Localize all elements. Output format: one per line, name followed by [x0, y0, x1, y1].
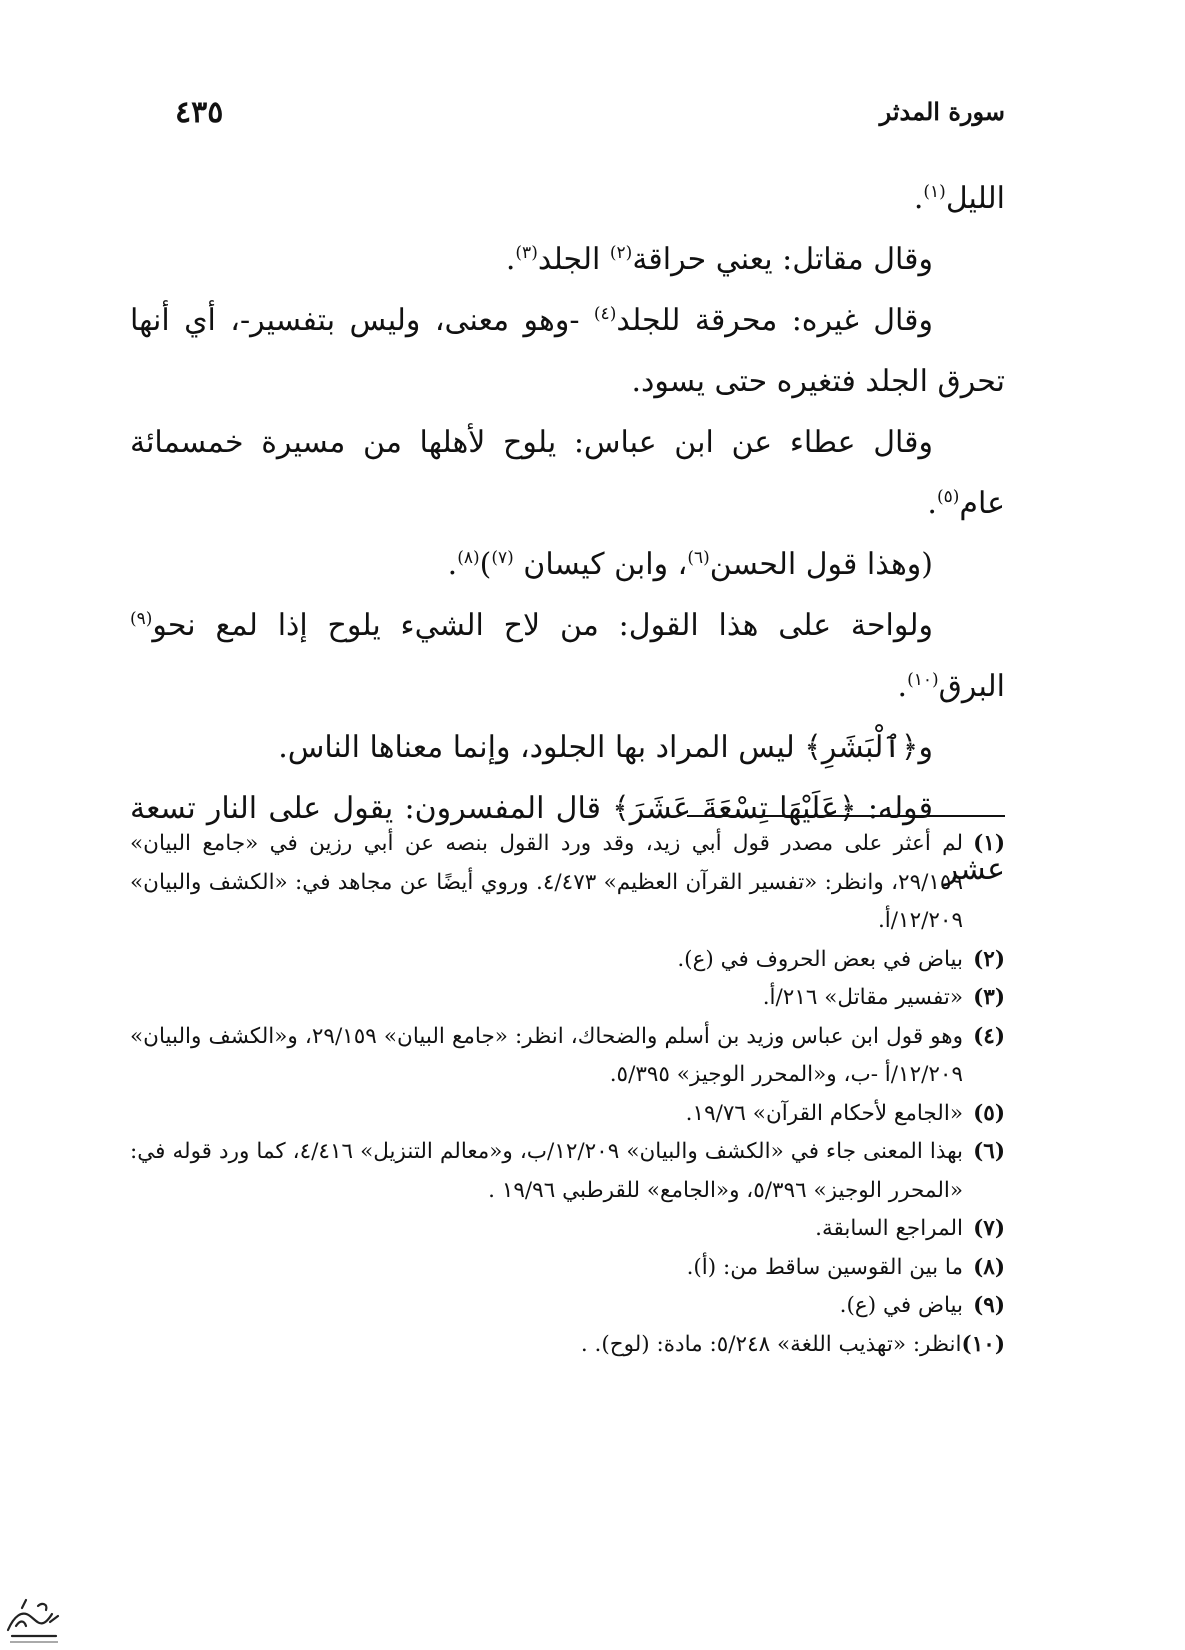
footnote-2: (٢) بياض في بعض الحروف في (ع).: [677, 946, 1005, 972]
footnote-ref: (٤): [593, 304, 617, 324]
footnote-7: (٧) المراجع السابقة.: [815, 1216, 1005, 1241]
footnote-ref: (٢): [609, 243, 633, 263]
footnote-8: (٨) ما بين القوسين ساقط من: (أ).: [686, 1254, 1005, 1280]
paragraph-4: وقال عطاء عن ابن عباس: يلوح لأهلها من مسيرة خمسمائة عام$^{(٥)}$.: [130, 425, 1005, 521]
paragraph-1: الليل$^{(١)}$.: [913, 181, 1005, 216]
page-number: ٤٣٥: [175, 95, 224, 130]
footnote-ref: (١٠): [907, 670, 939, 690]
footnote-ref: (٨): [457, 548, 480, 568]
footnote-ref: (١): [923, 182, 946, 202]
footnote-4: (٤) وهو قول ابن عباس وزيد بن أسلم والضحاك، انظر: «جامع البيان» ٢٩/١٥٩، و«الكشف والبيان» ١٢/٢٠٩/أ -ب، و«المحرر الوجيز» ٥/٣٩٥.: [130, 1023, 1005, 1087]
paragraph-7: و﴿ٱلْبَشَرِ﴾ ليس المراد بها الجلود، وإنما معناها الناس.: [278, 730, 933, 765]
footnote-6: (٦) بهذا المعنى جاء في «الكشف والبيان» ١٢/٢٠٩/ب، و«معالم التنزيل» ٤/٤١٦، كما ورد قوله في: «المحرر الوجيز» ٥/٣٩٦، و«الجامع» للقرطبي ١٩/٩٦ .: [130, 1139, 1005, 1203]
footnote-separator: [687, 815, 1005, 817]
library-stamp-icon: [2, 1586, 64, 1648]
footnote-9: (٩) بياض في (ع).: [839, 1293, 1005, 1318]
footnote-ref: (٦): [687, 548, 710, 568]
footnote-1: (١) لم أعثر على مصدر قول أبي زيد، وقد ورد القول بنصه عن أبي رزين في «جامع البيان» ٢٩/١٥٩، وانظر: «تفسير القرآن العظيم» ٤/٤٧٣. وروي أيضًا عن مجاهد في: «الكشف والبيان» ١٢/٢٠٩/أ.: [130, 831, 1005, 933]
paragraph-6: ولواحة على هذا القول: من لاح الشيء يلوح إذا لمع نحو$^{(٩)}$ البرق$^{(١٠)}$.: [130, 608, 1005, 704]
footnote-ref: (٥): [936, 487, 960, 507]
footnote-ref: (٧): [491, 548, 514, 568]
footnote-10: (١٠) انظر: «تهذيب اللغة» ٥/٢٤٨: مادة: (لوح). .: [580, 1331, 1005, 1357]
footnote-ref: (٩): [130, 609, 153, 629]
footnote-5: (٥) «الجامع لأحكام القرآن» ١٩/٧٦.: [685, 1100, 1005, 1126]
footnotes: [130, 825, 1005, 1364]
footnote-ref: (٣): [515, 243, 538, 263]
paragraph-2: وقال مقاتل: يعني حراقة$^{(٢)}$ الجلد$^{(٣)}$.: [505, 242, 933, 277]
paragraph-8: قوله: ﴿عَلَيْهَا تِسْعَةَ عَشَرَ﴾ قال المفسرون: يقول على النار تسعة عشر: [130, 791, 1005, 887]
paragraph-5: (وهذا قول الحسن$^{(٦)}$، وابن كيسان $^{(٧)}$)$^{(٨)}$.: [447, 547, 933, 582]
page-header: [175, 95, 1005, 135]
main-text: [130, 168, 1005, 900]
sura-title: سورة المدثر: [879, 97, 1005, 126]
paragraph-3: وقال غيره: محرقة للجلد$^{(٤)}$ -وهو معنى، وليس بتفسير-، أي أنها تحرق الجلد فتغيره حتى يسود.: [130, 303, 1005, 399]
footnote-3: (٣) «تفسير مقاتل» ٢١٦/أ.: [762, 985, 1005, 1010]
